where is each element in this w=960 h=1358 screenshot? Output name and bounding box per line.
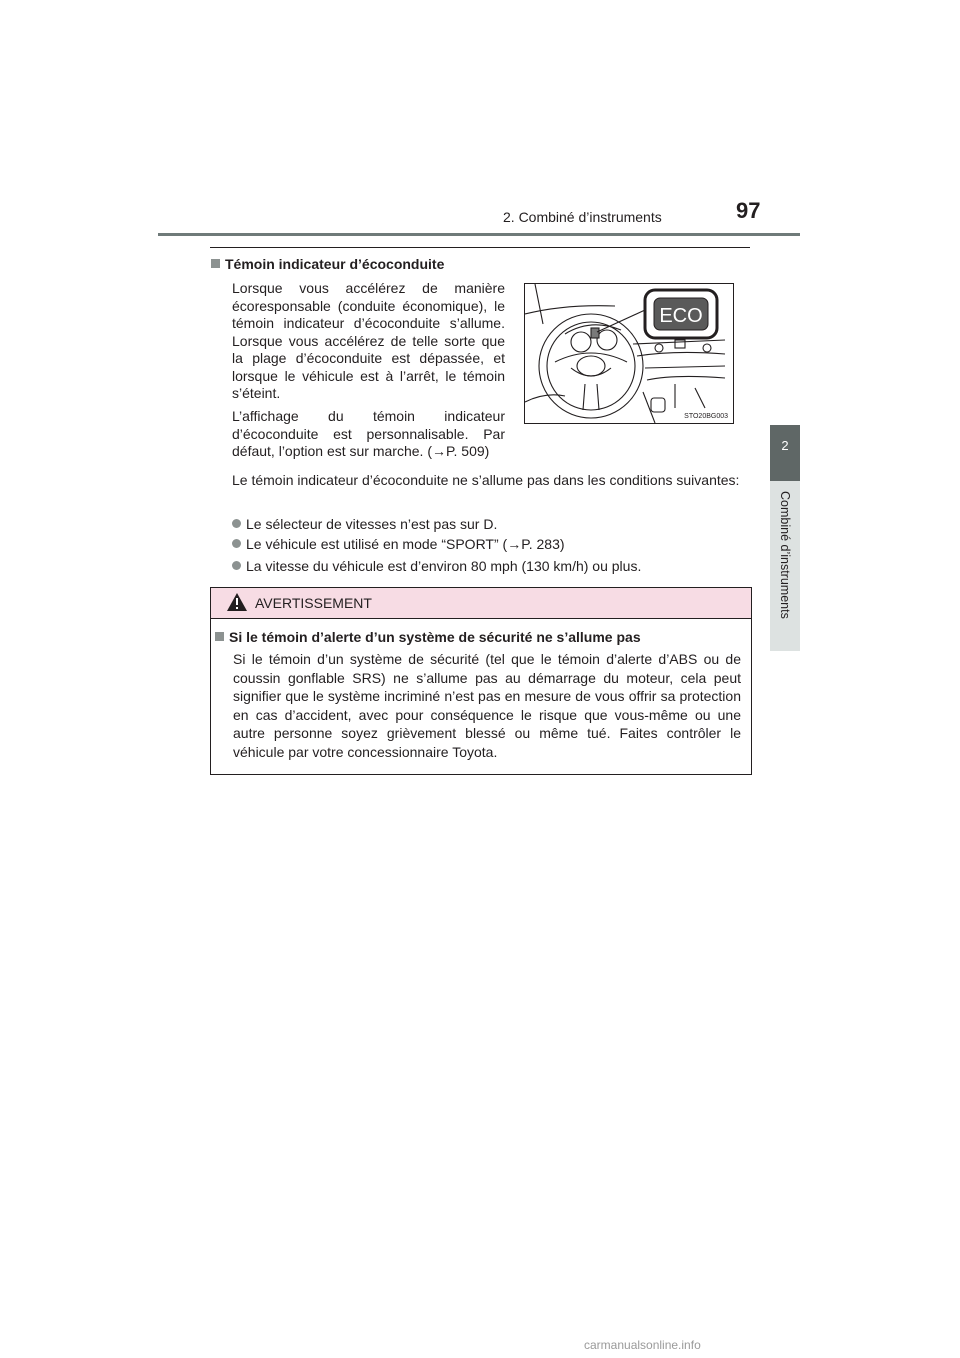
content-top-rule bbox=[210, 247, 750, 248]
page-number: 97 bbox=[736, 198, 761, 223]
list-item bbox=[232, 516, 497, 532]
warning-title: AVERTISSEMENT bbox=[255, 595, 372, 611]
chapter-label: Combiné d’instruments bbox=[778, 491, 792, 619]
bullet-dot-icon bbox=[232, 539, 241, 548]
running-header: 2. Combiné d’instruments bbox=[503, 209, 662, 225]
watermark: carmanualsonline.info bbox=[584, 1338, 701, 1352]
warning-subheading-text: Si le témoin d’alerte d’un système de sécurité ne s’allume pas bbox=[229, 629, 641, 645]
warning-subheading bbox=[215, 629, 641, 645]
chapter-number: 2 bbox=[781, 438, 789, 453]
paragraph-customization: L’affichage du témoin indicateur d’écoconduite est personnalisable. Par défaut, l’option est sur marche. (→P. 509) bbox=[232, 408, 505, 459]
list-item bbox=[232, 558, 641, 574]
square-bullet-icon bbox=[211, 259, 220, 268]
header-rule bbox=[158, 233, 800, 236]
bullet-dot-icon bbox=[232, 561, 241, 570]
dashboard-drawing bbox=[525, 284, 733, 423]
warning-header bbox=[211, 588, 751, 619]
square-bullet-icon bbox=[215, 632, 224, 641]
dashboard-illustration bbox=[524, 283, 734, 424]
bullet-dot-icon bbox=[232, 519, 241, 528]
list-item-text: La vitesse du véhicule est d’environ 80 mph (130 km/h) ou plus. bbox=[246, 558, 642, 574]
paragraph-conditions: Le témoin indicateur d’écoconduite ne s’allume pas dans les conditions suivantes: bbox=[232, 472, 740, 488]
list-item-text: Le sélecteur de vitesses n’est pas sur D. bbox=[246, 516, 498, 532]
list-item-text: Le véhicule est utilisé en mode “SPORT” (→P. 283) bbox=[246, 536, 565, 552]
list-item bbox=[232, 536, 565, 552]
section-heading bbox=[211, 256, 444, 272]
section-heading-text: Témoin indicateur d’écoconduite bbox=[225, 256, 445, 272]
warning-triangle-icon bbox=[226, 592, 248, 612]
warning-box bbox=[210, 587, 752, 775]
figure-code: STO20BG003 bbox=[684, 413, 728, 420]
paragraph-eco-description: Lorsque vous accélérez de manière écoresponsable (conduite économique), le témoin indicateur d’écoconduite s’allume. Lorsque vous accélérez de telle sorte que la plage d’écoconduite est dépassée, et lorsque le véhicule est à l’arrêt, le témoin s’éteint. bbox=[232, 280, 505, 401]
chapter-tab-label bbox=[770, 481, 800, 651]
chapter-tab-number bbox=[770, 425, 800, 481]
eco-callout-text: ECO bbox=[659, 305, 703, 327]
warning-body: Si le témoin d’un système de sécurité (tel que le témoin d’alerte d’ABS ou de coussin gonflable SRS) ne s’allume pas au démarrage du moteur, cela peut signifier que le système incriminé n’est pas en mesure de vous offrir sa protection en cas d’accident, avec pour conséquence le risque que vous-même ou une autre personne soyez grièvement blessé ou même tué. Faites contrôler le véhicule par votre concessionnaire Toyota. bbox=[233, 651, 741, 760]
